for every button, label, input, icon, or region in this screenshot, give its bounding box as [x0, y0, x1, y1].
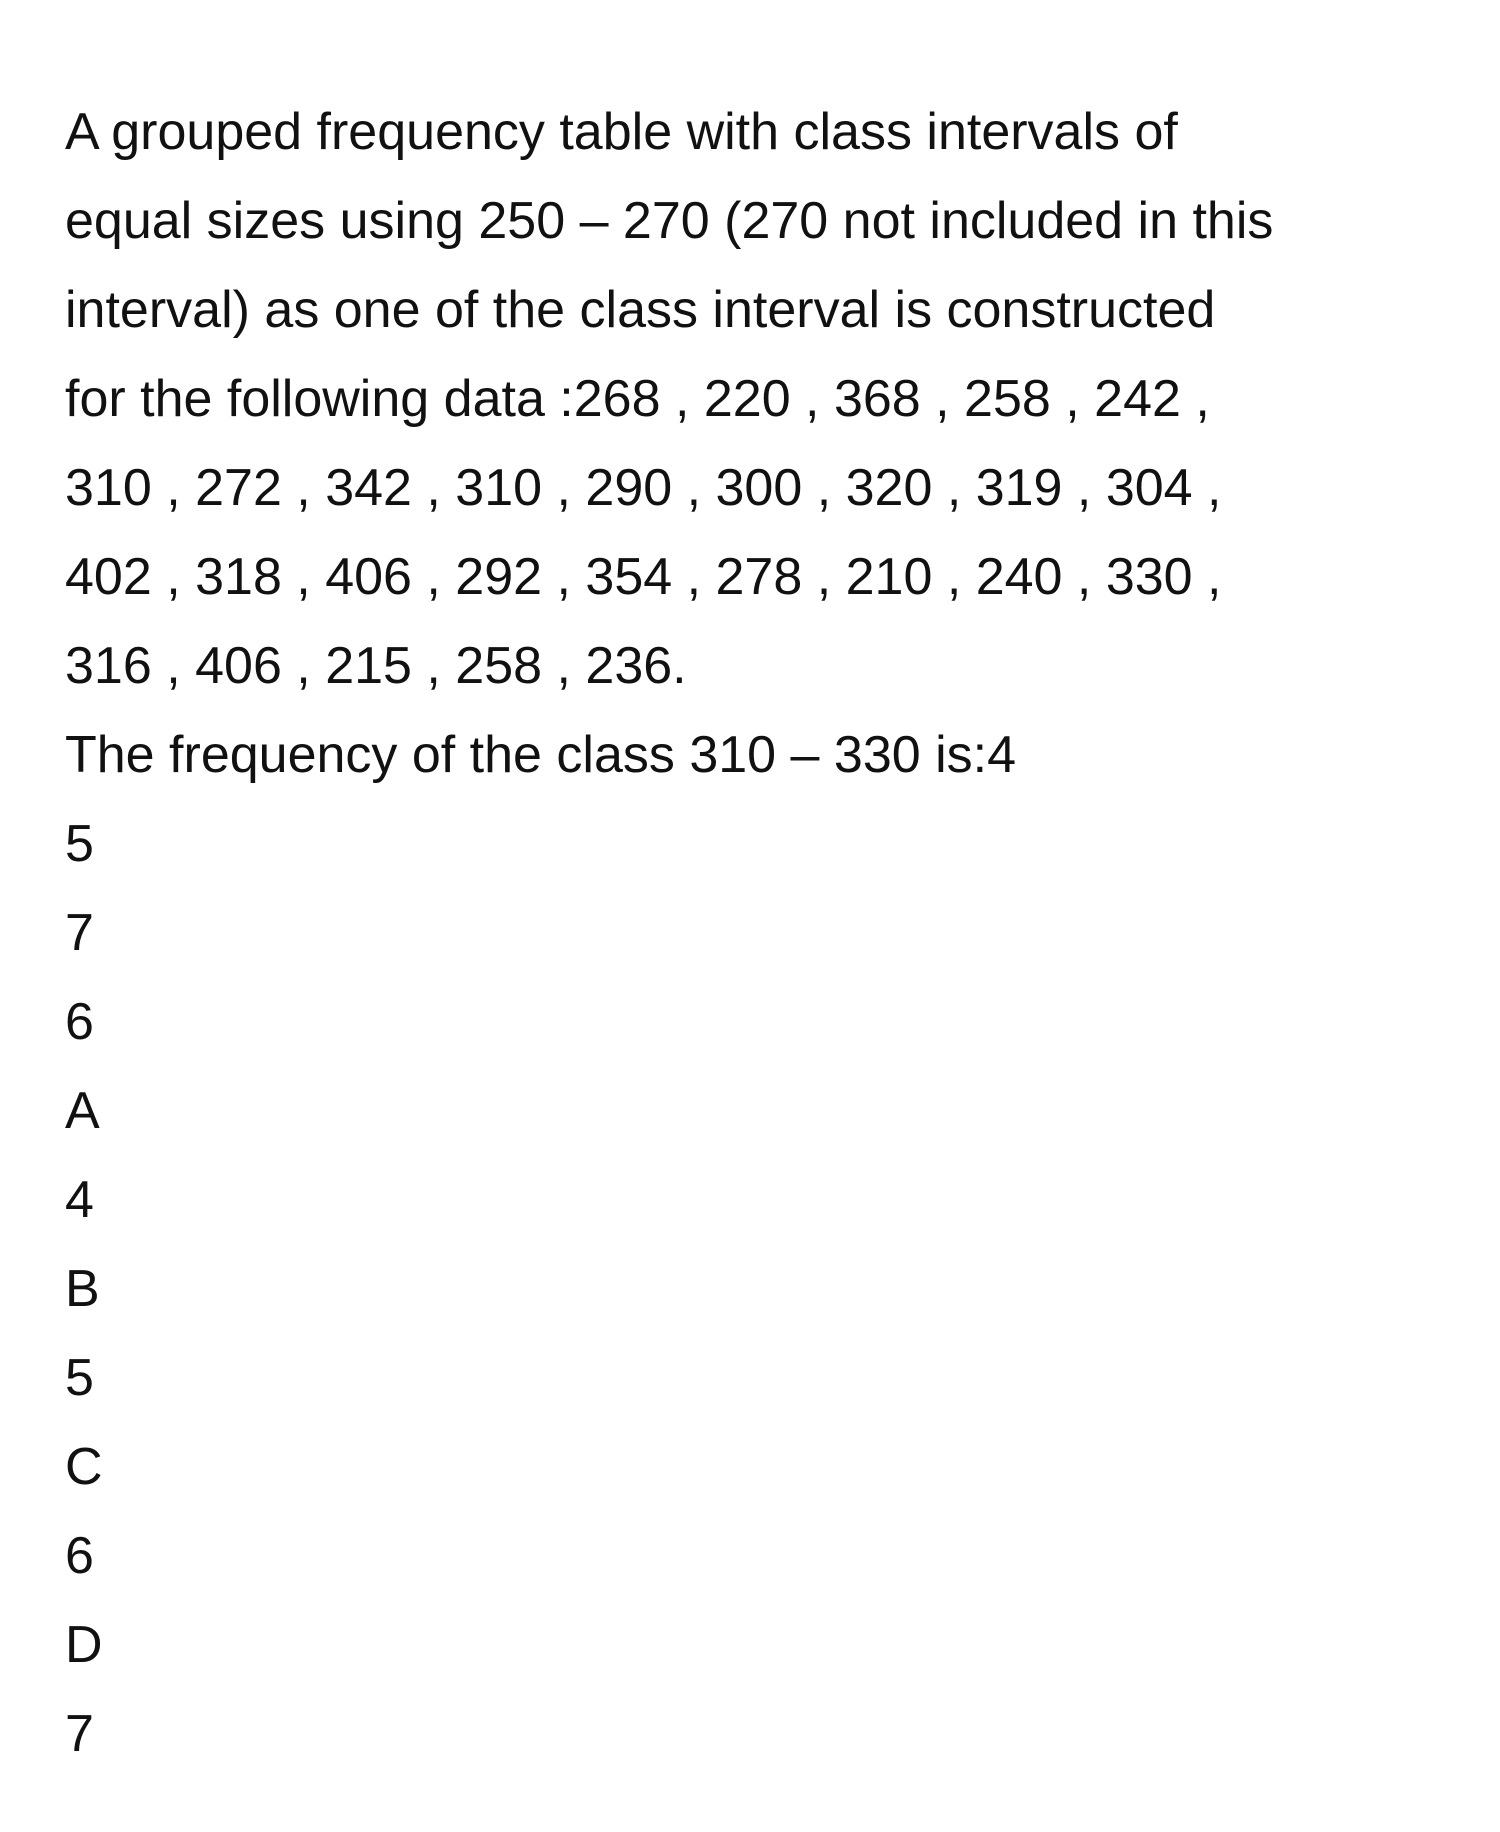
- question-document: [65, 88, 1465, 1779]
- inline-value: 5: [65, 815, 94, 873]
- question-line: The frequency of the class 310 – 330 is:4: [65, 726, 1017, 784]
- option-value: 6: [65, 1527, 94, 1585]
- question-line: equal sizes using 250 – 270 (270 not included in this: [65, 192, 1274, 250]
- option-letter: C: [65, 1438, 103, 1496]
- question-line: A grouped frequency table with class intervals of: [65, 103, 1178, 161]
- question-text: [65, 88, 1465, 800]
- option-value: 5: [65, 1349, 94, 1407]
- option-d[interactable]: [65, 1601, 1465, 1779]
- question-line: 310 , 272 , 342 , 310 , 290 , 300 , 320 , 319 , 304 ,: [65, 459, 1222, 517]
- answer-options: [65, 1067, 1465, 1779]
- option-a[interactable]: [65, 1067, 1465, 1245]
- question-line: interval) as one of the class interval is constructed: [65, 281, 1216, 339]
- option-b[interactable]: [65, 1245, 1465, 1423]
- inline-values: [65, 800, 1465, 1067]
- inline-value: 7: [65, 904, 94, 962]
- question-line: for the following data :268 , 220 , 368 , 258 , 242 ,: [65, 370, 1210, 428]
- option-letter: D: [65, 1616, 103, 1674]
- question-line: 402 , 318 , 406 , 292 , 354 , 278 , 210 , 240 , 330 ,: [65, 548, 1222, 606]
- inline-value: 6: [65, 993, 94, 1051]
- option-value: 7: [65, 1705, 94, 1763]
- option-letter: B: [65, 1260, 100, 1318]
- option-value: 4: [65, 1171, 94, 1229]
- question-line: 316 , 406 , 215 , 258 , 236.: [65, 637, 687, 695]
- option-letter: A: [65, 1082, 100, 1140]
- option-c[interactable]: [65, 1423, 1465, 1601]
